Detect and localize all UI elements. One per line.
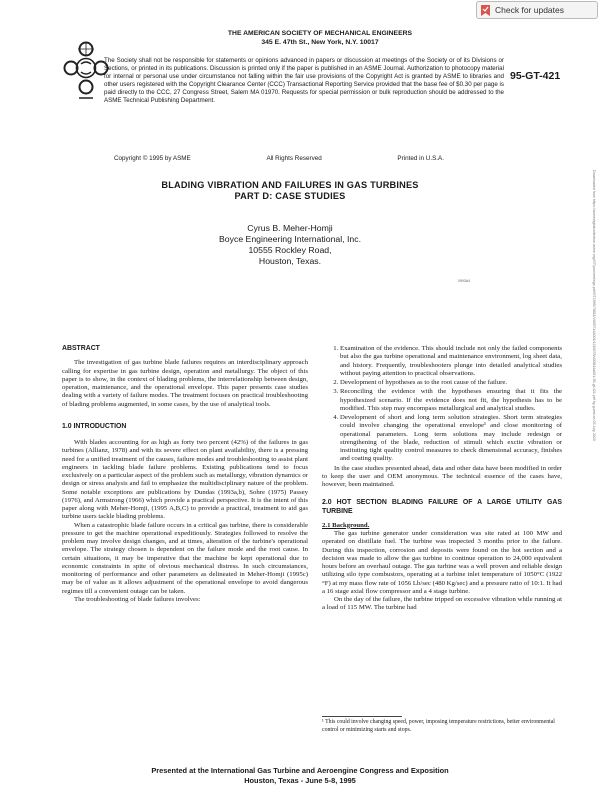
background-subheading: 2.1 Background.: [322, 521, 370, 529]
troubleshooting-steps: [322, 345, 562, 464]
introduction-heading: 1.0 INTRODUCTION: [62, 422, 127, 430]
introduction-paragraph: When a catastrophic blade failure occurs in a critical gas turbine, there is considerable pressure to get the machine operational expeditiously. Strategies followed to resolve the problem may involve design changes, and at times, alteration of the turbine's operational envelope. The strategy chosen is dependent on the failure mode and the root cause. In certain situations, it may be imperative that the machine be kept operational due to economic constraints in spite of obvious mechanical distress. In such circumstances, monitoring of performance and other parameters as delineated in Meher-Homji (1995c) may be of value as it allows adjustment of the operational envelope to avoid dangerous regimes till a convenient outage can be taken.: [62, 521, 308, 595]
step-item: 3. Reconciling the evidence with the hypotheses ensuring that it fits the hypothesized scenario. If the evidence does not fit, the hypothesis has to be modified. This step may encompass metallurgical and analytical studies.: [340, 388, 562, 413]
step-item: 1. Examination of the evidence. This should include not only the failed components but also the gas turbine operational and maintenance environment, log sheet data, and history. Frequently, troubleshooters plunge into detailed analytical studies without paying attention to practical observations.: [340, 345, 562, 378]
crossmark-icon: [480, 4, 491, 17]
right-column: [322, 345, 562, 613]
footer-line-2: Houston, Texas - June 5-8, 1995: [244, 775, 356, 785]
footnote-divider: [322, 716, 402, 717]
abstract-text: The investigation of gas turbine blade failures requires an interdisciplinary approach calling for expertise in gas turbine design, operation and metallurgy. The object of this paper is to show, in the context of blading problems, the interrelationship between design, operation, maintenance, and the operational envelope. This paper presents case studies dealing with a variety of failure modes. The treatment focuses on practical troubleshooting of blading problems augmented, in some cases, by the use of analytical tools.: [62, 359, 308, 408]
document-stamp: 0993A4: [458, 279, 471, 283]
society-name: THE AMERICAN SOCIETY OF MECHANICAL ENGINEERS: [227, 30, 413, 37]
left-column: [62, 345, 308, 604]
background-paragraph: The gas turbine generator under consideration was site rated at 100 MW and operated on distillate fuel. The turbine was inspected 3 months prior to the failure. During this inspection, corrosion and deposits were found on the hot section and a decision was made to allow the gas turbine to continue operation to 24,000 equivalent hours before an overhaul outage. The gas turbine was a well proven and reliable design utilizing silo type combustors, operating at a turbine inlet temperature of 1050°C (1922 °F) at my mass flow rate of 1056 Lb/sec (480 Kg/sec) and a pressure ratio of 10:1. It had a 16 stage axial flow compressor and a 4 stage turbine.: [322, 530, 562, 595]
paper-number: 95-GT-421: [510, 70, 561, 82]
background-paragraph: On the day of the failure, the turbine tripped on excessive vibration while running at a load of 115 MW. The turbine had: [322, 596, 562, 612]
abstract-heading: ABSTRACT: [62, 345, 100, 352]
author-block: [150, 223, 430, 267]
footnote: ¹ This could involve changing speed, power, imposing temperature restrictions, better environmental control or minimizing starts and stops.: [322, 719, 555, 733]
title-line-2: PART D: CASE STUDIES: [234, 191, 346, 201]
section-2-heading: 2.0 HOT SECTION BLADING FAILURE OF A LARGE UTILITY GAS TURBINE: [322, 499, 562, 515]
download-side-note: [588, 170, 598, 570]
check-for-updates-badge[interactable]: [476, 1, 598, 19]
title-line-1: BLADING VIBRATION AND FAILURES IN GAS TURBINES: [161, 180, 419, 190]
society-address: 345 E. 47th St., New York, N.Y. 10017: [261, 39, 379, 46]
asme-logo-icon: [62, 40, 110, 102]
society-header: [170, 29, 470, 47]
paper-title: [120, 180, 460, 202]
copyright-notice: The Society shall not be responsible for statements or opinions advanced in papers or discussion at meetings of the Society or of its Divisions or Sections, or printed in its publications. Discussion is printed only if the paper is published in an ASME Journal. Authorization to photocopy material for internal or personal use under circumstance not falling within the fair use provisions of the Copyright Act is granted by ASME to libraries and other users registered with the Copyright Clearance Center (CCC) Transactional Reporting Service provided that the base fee of $0.30 per page is paid directly to the CCC, 27 Congress Street, Salem MA 01970. Requests for special permission or bulk reproduction should be addressed to the ASME Technical Publishing Department.: [104, 57, 504, 105]
rights-text: All Rights Reserved: [266, 155, 322, 162]
introduction-paragraph: With blades accounting for as high as forty two percent (42%) of the failures in gas turbines (Allianz, 1978) and with its severe effect on plant availability, there is a pressing need for a unified treatment of the causes, failure modes and troubleshooting to assist plant engineers in tackling blade failure problems. Existing publications tend to focus exclusively on a particular aspect of the problem such as metallurgy, vibration dynamics or design or stress analysis and fail to emphasize the multidisciplinary nature of the problem. Some notable exceptions are publications by Dundas (1993a,b), Sohre (1975) Passey (1976), and Armstrong (1966) which provide a practical perspective. It is the intent of this paper along with Meher-Homji, (1995 A,B,C) to provide a practical, treatment to aid gas turbine users tackle blading problems.: [62, 439, 308, 521]
author-name: Cyrus B. Meher-Homji: [247, 223, 333, 233]
author-org: Boyce Engineering International, Inc.: [219, 234, 361, 244]
copyright-line: [114, 155, 444, 162]
step-item: 2. Development of hypotheses as to the root cause of the failure.: [340, 379, 562, 387]
copyright-text: Copyright © 1995 by ASME: [114, 155, 191, 162]
case-study-note: In the case studies presented ahead, data and other data have been modified in order to keep the user and OEM anonymous. The technical essence of the cases have, however, been maintained.: [322, 464, 562, 488]
introduction-paragraph: The troubleshooting of blade failures involves:: [74, 595, 201, 603]
footer-line-1: Presented at the International Gas Turbine and Aeroengine Congress and Exposition: [151, 766, 449, 775]
step-item: 4. Development of short and long term solution strategies. Short term strategies could involve changing the operational envelope¹ and close monitoring of operational parameters. Long term solutions may include redesign or strengthening of the blade, reduction of stimuli which excite vibration or instituting tight quality control measures to check dimensional accuracy, finishes and coating quality.: [340, 414, 562, 464]
check-for-updates-label: Check for updates: [495, 5, 564, 15]
download-side-note-text: Downloaded from https://asmedigitalcollection.asme.org/GT/proceedings-pdf/GT1995/78811/V005T14A001/4216578/v005t14a001-95-gt-421.pdf by guest on 03 July 2020: [592, 170, 596, 441]
conference-footer: [60, 766, 540, 785]
author-street: 10555 Rockley Road,: [248, 245, 332, 255]
author-city: Houston, Texas.: [258, 256, 322, 266]
printed-text: Printed in U.S.A.: [397, 155, 444, 162]
